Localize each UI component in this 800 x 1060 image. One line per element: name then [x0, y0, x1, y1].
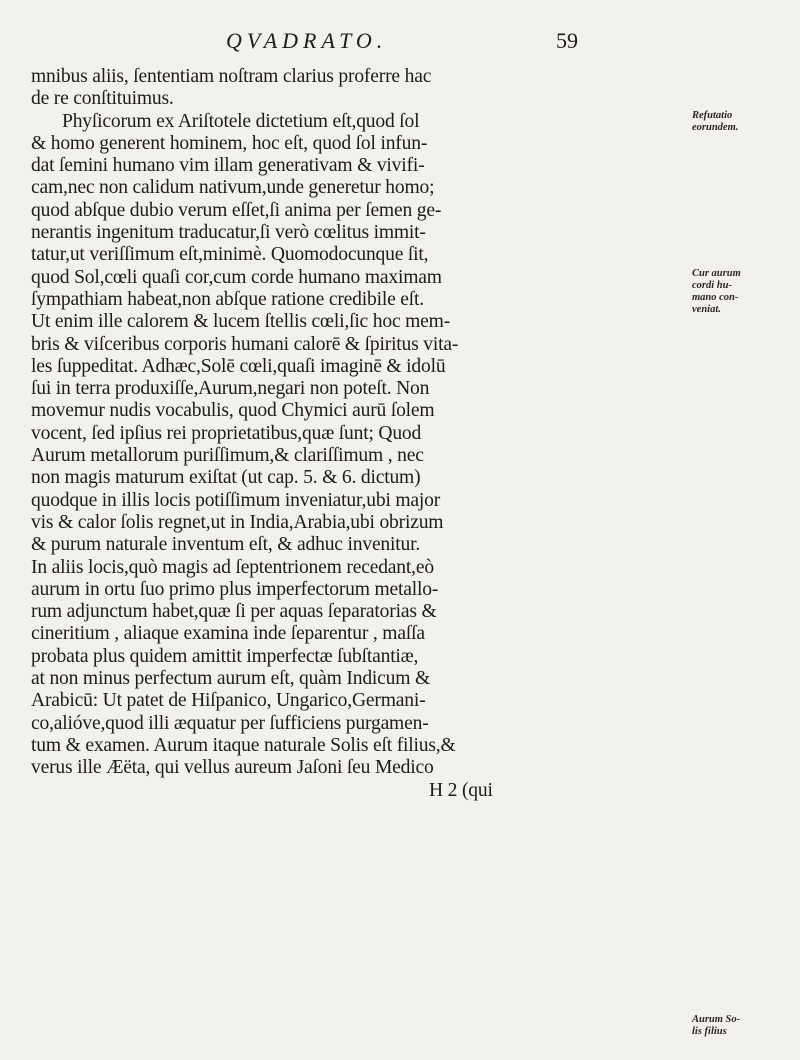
margin-note-cur-aurum [692, 268, 792, 316]
margin-note-line: Cur aurum [692, 268, 741, 279]
text-line: ſympathiam habeat,non abſque ratione credibile eſt. [31, 288, 424, 310]
text-line: de re conſtituimus. [31, 88, 174, 110]
text-line: quod Sol,cœli quaſi cor,cum corde humano maximam [31, 266, 442, 288]
text-line: co,alióve,quod illi æquatur per ſufficiens purgamen- [31, 712, 429, 734]
text-line: movemur nudis vocabulis, quod Chymici aurū ſolem [31, 400, 435, 422]
text-line: dat ſemini humano vim illam generativam & vivifi- [31, 155, 425, 177]
text-line: quodque in illis locis potiſſimum inveniatur,ubi major [31, 489, 441, 511]
text-line: at non minus perfectum aurum eſt, quàm Indicum & [31, 668, 431, 690]
text-line: aurum in ortu ſuo primo plus imperfectorum metallo- [31, 578, 439, 600]
text-line: non magis maturum exiſtat (ut cap. 5. & 6. dictum) [31, 467, 421, 489]
text-line: tum & examen. Aurum itaque naturale Solis eſt filius,& [31, 734, 456, 756]
text-line: Ut enim ille calorem & lucem ſtellis cœli,ſic hoc mem- [31, 311, 451, 333]
text-line: vis & calor ſolis regnet,ut in India,Arabia,ubi obrizum [31, 511, 444, 533]
text-line: nerantis ingenitum traducatur,ſi verò cœlitus immit- [31, 222, 426, 244]
margin-note-line: veniat. [692, 304, 721, 315]
margin-note-aurum-solis [692, 1014, 792, 1038]
text-line: Arabicū: Ut patet de Hiſpanico, Ungarico,Germani- [31, 690, 426, 712]
text-line: & purum naturale inventum eſt, & adhuc invenitur. [31, 534, 421, 556]
margin-note-refutatio [692, 110, 792, 134]
text-line: rum adjunctum habet,quæ ſi per aquas ſeparatorias & [31, 601, 437, 623]
text-line: In aliis locis,quò magis ad ſeptentrionem recedant,eò [31, 556, 434, 578]
margin-note-line: cordi hu- [692, 280, 732, 291]
margin-note-line: mano con- [692, 292, 739, 303]
margin-note-line: Aurum So- [692, 1014, 741, 1025]
text-line: quod abſque dubio verum eſſet,ſi anima per ſemen ge- [31, 199, 442, 221]
margin-note-line: eorundem. [692, 122, 739, 133]
page-number: 59 [556, 28, 578, 53]
text-line: mnibus aliis, ſententiam noſtram clarius proferre hac [31, 66, 432, 87]
text-line: vocent, ſed ipſius rei proprietatibus,quæ ſunt; Quod [31, 422, 422, 444]
margin-note-line: lis filius [692, 1026, 727, 1037]
margin-note-line: Refutatio [692, 110, 733, 121]
text-line: cineritium , aliaque examina inde ſeparentur , maſſa [31, 623, 425, 645]
text-line: cam,nec non calidum nativum,unde generetur homo; [31, 177, 435, 199]
text-line: les ſuppeditat. Adhæc,Solē cœli,quaſi imaginē & idolū [31, 355, 446, 377]
running-title: QVADRATO. [226, 28, 388, 53]
text-line: Phyſicorum ex Ariſtotele dictetium eſt,quod ſol [62, 110, 420, 132]
body-text [31, 66, 685, 802]
text-line: verus ille Æëta, qui vellus aureum Jaſoni ſeu Medico [31, 757, 434, 779]
text-line: ſui in terra produxiſſe,Aurum,negari non poteſt. Non [31, 378, 430, 400]
page-header [226, 28, 586, 62]
text-line: tatur,ut veriſſimum eſt,minimè. Quomodocunque ſit, [31, 244, 429, 266]
text-line: & homo generent hominem, hoc eſt, quod ſol infun- [31, 132, 428, 154]
text-line: bris & viſceribus corporis humani calorē & ſpiritus vita- [31, 333, 459, 355]
catchword-line: H 2 (qui [429, 779, 493, 801]
text-line: Aurum metallorum puriſſimum,& clariſſimum , nec [31, 445, 424, 467]
text-line: probata plus quidem amittit imperfectæ ſubſtantiæ, [31, 645, 419, 667]
